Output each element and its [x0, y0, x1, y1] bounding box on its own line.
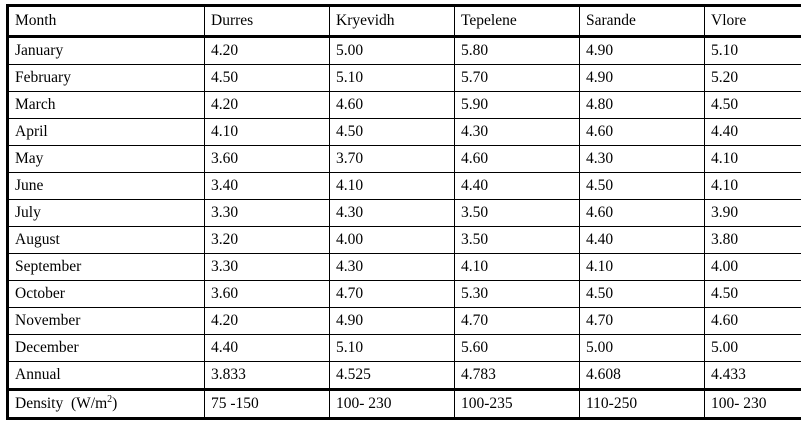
- cell-value: 4.50: [580, 173, 705, 200]
- cell-value: 100- 230: [705, 390, 801, 419]
- cell-value: 4.70: [580, 308, 705, 335]
- table-row: [8, 254, 801, 281]
- cell-value: 4.40: [455, 173, 580, 200]
- cell-value: 3.60: [205, 146, 330, 173]
- row-label: June: [8, 173, 205, 200]
- cell-value: 4.00: [705, 254, 801, 281]
- cell-value: 5.00: [330, 37, 455, 65]
- table-row-annual: [8, 362, 801, 390]
- cell-value: 5.10: [330, 65, 455, 92]
- row-label: December: [8, 335, 205, 362]
- cell-value: 75 -150: [205, 390, 330, 419]
- cell-value: 3.90: [705, 200, 801, 227]
- column-header-kryevidh: Kryevidh: [330, 6, 455, 37]
- cell-value: 3.30: [205, 200, 330, 227]
- cell-value: 100- 230: [330, 390, 455, 419]
- cell-value: 4.30: [580, 146, 705, 173]
- cell-value: 4.525: [330, 362, 455, 390]
- density-unit-exponent: 2: [107, 394, 113, 406]
- row-label: Annual: [8, 362, 205, 390]
- table-header-row: [8, 6, 801, 37]
- cell-value: 5.20: [705, 65, 801, 92]
- row-label: October: [8, 281, 205, 308]
- cell-value: 3.20: [205, 227, 330, 254]
- cell-value: 4.50: [705, 92, 801, 119]
- table-row: [8, 308, 801, 335]
- row-label: May: [8, 146, 205, 173]
- cell-value: 5.30: [455, 281, 580, 308]
- cell-value: 4.608: [580, 362, 705, 390]
- cell-value: 4.70: [455, 308, 580, 335]
- cell-value: 4.60: [330, 92, 455, 119]
- cell-value: 4.40: [205, 335, 330, 362]
- density-label-text: Density: [15, 395, 64, 413]
- density-unit-close: ): [112, 395, 118, 413]
- cell-value: 4.90: [580, 37, 705, 65]
- row-label: March: [8, 92, 205, 119]
- column-header-month: Month: [8, 6, 205, 37]
- row-label: January: [8, 37, 205, 65]
- table-row: [8, 200, 801, 227]
- cell-value: 4.433: [705, 362, 801, 390]
- row-label: November: [8, 308, 205, 335]
- cell-value: 4.40: [580, 227, 705, 254]
- cell-value: 4.80: [580, 92, 705, 119]
- cell-value: 4.10: [580, 254, 705, 281]
- table-row: [8, 227, 801, 254]
- table-row: [8, 92, 801, 119]
- solar-radiation-table: [6, 4, 801, 420]
- cell-value: 4.70: [330, 281, 455, 308]
- cell-value: 5.00: [580, 335, 705, 362]
- cell-value: 4.50: [330, 119, 455, 146]
- cell-value: 110-250: [580, 390, 705, 419]
- table-row: [8, 65, 801, 92]
- solar-radiation-table-container: [6, 4, 789, 420]
- table-row: [8, 173, 801, 200]
- column-header-vlore: Vlore: [705, 6, 801, 37]
- cell-value: 4.20: [205, 37, 330, 65]
- table-row: [8, 335, 801, 362]
- table-row: [8, 281, 801, 308]
- cell-value: 4.10: [205, 119, 330, 146]
- cell-value: 4.90: [580, 65, 705, 92]
- cell-value: 3.60: [205, 281, 330, 308]
- cell-value: 3.833: [205, 362, 330, 390]
- cell-value: 4.30: [330, 200, 455, 227]
- cell-value: 4.50: [205, 65, 330, 92]
- row-label: August: [8, 227, 205, 254]
- density-unit-open: (W/m: [70, 395, 108, 413]
- cell-value: 4.20: [205, 308, 330, 335]
- cell-value: 4.30: [455, 119, 580, 146]
- row-label-density: [8, 390, 205, 419]
- cell-value: 3.50: [455, 200, 580, 227]
- cell-value: 4.10: [705, 173, 801, 200]
- table-row-density: [8, 390, 801, 419]
- row-label: April: [8, 119, 205, 146]
- cell-value: 4.60: [455, 146, 580, 173]
- cell-value: 5.80: [455, 37, 580, 65]
- cell-value: 5.90: [455, 92, 580, 119]
- table-row: [8, 146, 801, 173]
- row-label: July: [8, 200, 205, 227]
- cell-value: 4.60: [705, 308, 801, 335]
- cell-value: 4.60: [580, 200, 705, 227]
- column-header-tepelene: Tepelene: [455, 6, 580, 37]
- cell-value: 4.20: [205, 92, 330, 119]
- row-label: September: [8, 254, 205, 281]
- cell-value: 3.30: [205, 254, 330, 281]
- cell-value: 3.70: [330, 146, 455, 173]
- cell-value: 4.783: [455, 362, 580, 390]
- column-header-sarande: Sarande: [580, 6, 705, 37]
- cell-value: 4.30: [330, 254, 455, 281]
- cell-value: 4.10: [455, 254, 580, 281]
- cell-value: 5.10: [330, 335, 455, 362]
- cell-value: 5.60: [455, 335, 580, 362]
- cell-value: 4.50: [705, 281, 801, 308]
- cell-value: 5.70: [455, 65, 580, 92]
- cell-value: 4.40: [705, 119, 801, 146]
- cell-value: 3.50: [455, 227, 580, 254]
- table-row: [8, 37, 801, 65]
- row-label: February: [8, 65, 205, 92]
- cell-value: 5.00: [705, 335, 801, 362]
- cell-value: 4.90: [330, 308, 455, 335]
- cell-value: 4.60: [580, 119, 705, 146]
- cell-value: 4.00: [330, 227, 455, 254]
- cell-value: 4.10: [330, 173, 455, 200]
- column-header-durres: Durres: [205, 6, 330, 37]
- cell-value: 4.10: [705, 146, 801, 173]
- cell-value: 100-235: [455, 390, 580, 419]
- cell-value: 4.50: [580, 281, 705, 308]
- cell-value: 3.80: [705, 227, 801, 254]
- table-row: [8, 119, 801, 146]
- cell-value: 3.40: [205, 173, 330, 200]
- cell-value: 5.10: [705, 37, 801, 65]
